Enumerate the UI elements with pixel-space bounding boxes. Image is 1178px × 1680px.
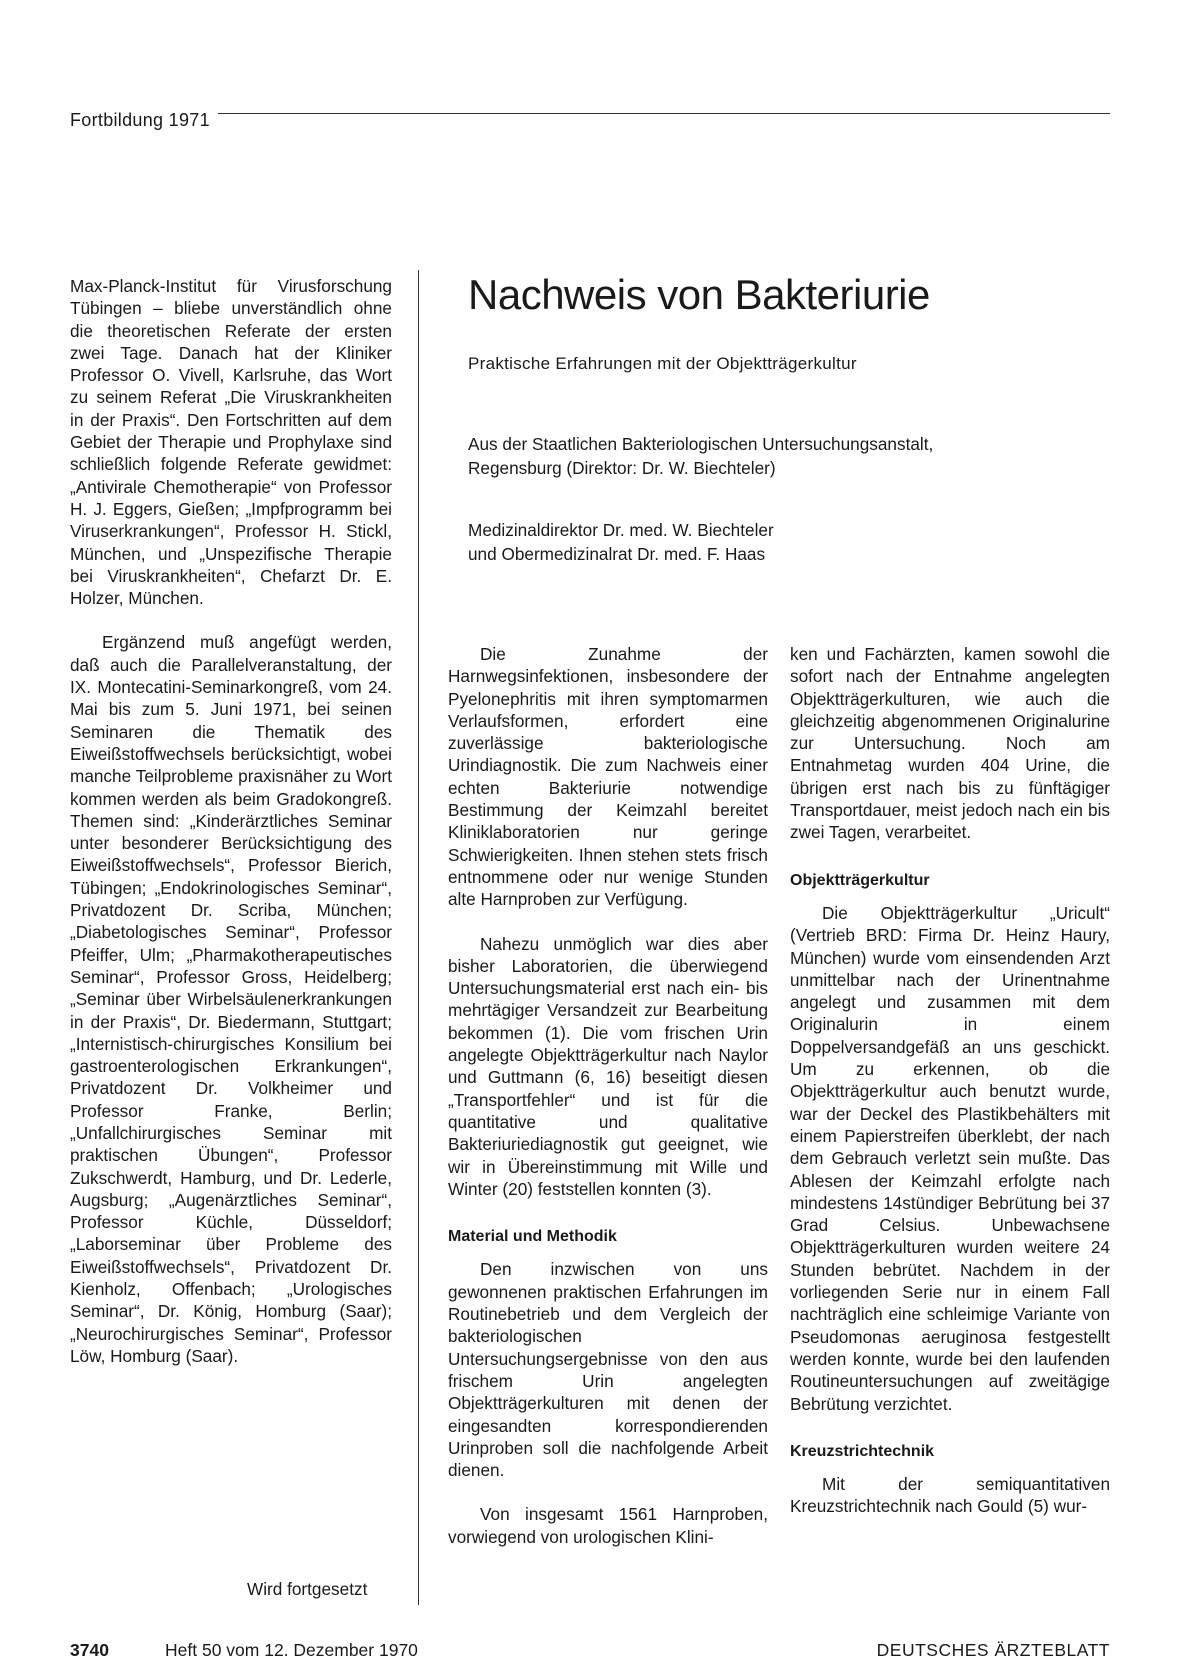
section-heading-objekttraegerkultur: Objektträgerkultur bbox=[790, 871, 930, 889]
middle-column bbox=[448, 643, 768, 1548]
section-heading-material: Material und Methodik bbox=[448, 1228, 617, 1246]
right-column bbox=[790, 643, 1110, 1518]
page-number: 3740 bbox=[70, 1640, 109, 1660]
left-paragraph-1: Max-Planck-Institut für Virusforschung Tübingen – bliebe unverständlich ohne die theoretischen Referate der ersten zwei Tage. Danach hat der Kliniker Professor O. Vivell, Karlsruhe, das Wort zu seinem Referat „Die Viruskrankheiten in der Praxis“. Den Fortschritten auf dem Gebiet der Therapie und Prophylaxe sind schließlich folgende Referate gewidmet: „Antivirale Chemotherapie“ von Professor H. J. Eggers, Gießen; „Impfprogramm bei Viruserkrankungen“, Professor H. Stickl, München, und „Unspezifische Therapie bei Viruskrankheiten“, Chefarzt Dr. E. Holzer, München. bbox=[70, 276, 392, 609]
left-column bbox=[70, 275, 392, 1367]
column-divider bbox=[418, 270, 419, 1605]
right-paragraph-1: ken und Fachärzten, kamen sowohl die sofort nach der Entnahme angelegten Objektträgerkulturen, wie auch die gleichzeitig abgenommenen Originalurine zur Untersuchung. Noch am Entnahmetag wurden 404 Urine, die übrigen erst nach bis zu fünftägiger Transportdauer, meist jedoch nach ein bis zwei Tagen, verarbeitet. bbox=[790, 644, 1110, 843]
right-paragraph-2: Die Objektträgerkultur „Uricult“ (Vertrieb BRD: Firma Dr. Heinz Haury, München) wurde vom einsendenden Arzt unmittelbar nach der Urinentnahme angelegt und zusammen mit dem Originalurin in einem Doppelversandgefäß an uns geschickt. Um zu erkennen, ob die Objektträgerkultur auch benutzt wurde, war der Deckel des Plastikbehälters mit einem Papierstreifen überklebt, der nach dem Gebrauch verletzt sein mußte. Das Ablesen der Keimzahl erfolgte nach mindestens 14stündiger Bebrütung bei 37 Grad Celsius. Unbewachsene Objektträgerkulturen wurden weitere 24 Stunden bebrütet. Nachdem in der vorliegenden Serie nur in einem Fall nachträglich eine schleimige Variante von Pseudomonas aeruginosa festgestellt werden konnte, wurde bei den laufenden Routineuntersuchungen auf zweitägige Bebrütung verzichtet. bbox=[790, 902, 1110, 1414]
middle-paragraph-2: Nahezu unmöglich war dies aber bisher Laboratorien, die überwiegend Untersuchungsmaterial erst nach ein- bis mehrtägiger Versandzeit zur Bearbeitung bekommen (1). Die vom frischen Urin angelegte Objektträgerkultur nach Naylor und Guttmann (6, 16) beseitigt diesen „Transportfehler“ und ist für die quantitative und qualitative Bakteriuriediagnostik gut geeignet, wie wir in Übereinstimmung mit Wille und Winter (20) feststellen konnten (3). bbox=[448, 933, 768, 1199]
affiliation-line-1: Aus der Staatlichen Bakteriologischen Untersuchungsanstalt, bbox=[468, 434, 934, 454]
article-header bbox=[468, 270, 1108, 566]
running-header bbox=[70, 110, 1110, 134]
affiliation-line-2: Regensburg (Direktor: Dr. W. Biechteler) bbox=[468, 458, 776, 478]
left-paragraph-2: Ergänzend muß angefügt werden, daß auch die Parallelveranstaltung, der IX. Montecatini-Seminarkongreß, vom 24. Mai bis zum 5. Juni 1971, bei seinen Seminaren die Thematik des Eiweißstoffwechsels berücksichtigt, wobei manche Teilprobleme praxisnäher zu Wort kommen werden als beim Gradokongreß. Themen sind: „Kinderärztliches Seminar unter besonderer Berücksichtigung des Eiweißstoffwechsels“, Professor Bierich, Tübingen; „Endokrinologisches Seminar“, Privatdozent Dr. Scriba, München; „Diabetologisches Seminar“, Professor Pfeiffer, Ulm; „Pharmakotherapeutisches Seminar“, Professor Gross, Heidelberg; „Seminar über Wirbelsäulenerkrankungen in der Praxis“, Dr. Biedermann, Stuttgart; „Internistisch-chirurgisches Konsilium bei gastroenterologischen Erkrankungen“, Privatdozent Dr. Volkheimer und Professor Franke, Berlin; „Unfallchirurgisches Seminar mit praktischen Übungen“, Professor Zukschwerdt, Hamburg, und Dr. Lederle, Augsburg; „Augenärztliches Seminar“, Professor Küchle, Düsseldorf; „Laborseminar über Probleme des Eiweißstoffwechsels“, Privatdozent Dr. Kienholz, Offenbach; „Urologisches Seminar“, Dr. König, Homburg (Saar); „Neurochirurgisches Seminar“, Professor Löw, Homburg (Saar). bbox=[70, 632, 392, 1366]
article-title: Nachweis von Bakteriurie bbox=[468, 271, 930, 318]
middle-paragraph-4: Von insgesamt 1561 Harnproben, vorwiegend von urologischen Klini- bbox=[448, 1504, 768, 1547]
article-subtitle: Praktische Erfahrungen mit der Objektträgerkultur bbox=[468, 354, 857, 373]
section-label: Fortbildung 1971 bbox=[70, 110, 218, 131]
authors bbox=[468, 518, 1108, 566]
affiliation bbox=[468, 432, 1108, 480]
issue-info: Heft 50 vom 12. Dezember 1970 bbox=[165, 1640, 418, 1660]
right-paragraph-3: Mit der semiquantitativen Kreuzstrichtechnik nach Gould (5) wur- bbox=[790, 1474, 1110, 1517]
continued-note: Wird fortgesetzt bbox=[247, 1579, 368, 1599]
authors-line-1: Medizinaldirektor Dr. med. W. Biechteler bbox=[468, 520, 774, 540]
authors-line-2: und Obermedizinalrat Dr. med. F. Haas bbox=[468, 544, 766, 564]
middle-paragraph-1: Die Zunahme der Harnwegsinfektionen, insbesondere der Pyelonephritis mit ihren symptomarmen Verlaufsformen, erfordert eine zuverlässige bakteriologische Urindiagnostik. Die zum Nachweis einer echten Bakteriurie notwendige Bestimmung der Keimzahl bereitet Kliniklaboratorien nur geringe Schwierigkeiten. Ihnen stehen stets frisch entnommene oder nur wenige Stunden alte Harnproben zur Verfügung. bbox=[448, 644, 768, 910]
header-rule bbox=[70, 113, 1110, 114]
middle-paragraph-3: Den inzwischen von uns gewonnenen praktischen Erfahrungen im Routinebetrieb und dem Vergleich der bakteriologischen Untersuchungsergebnisse von den aus frischem Urin angelegten Objektträgerkulturen mit denen der eingesandten korrespondierenden Urinproben soll die nachfolgende Arbeit dienen. bbox=[448, 1259, 768, 1481]
section-heading-kreuzstrichtechnik: Kreuzstrichtechnik bbox=[790, 1442, 935, 1460]
journal-name: DEUTSCHES ÄRZTEBLATT bbox=[876, 1640, 1110, 1660]
